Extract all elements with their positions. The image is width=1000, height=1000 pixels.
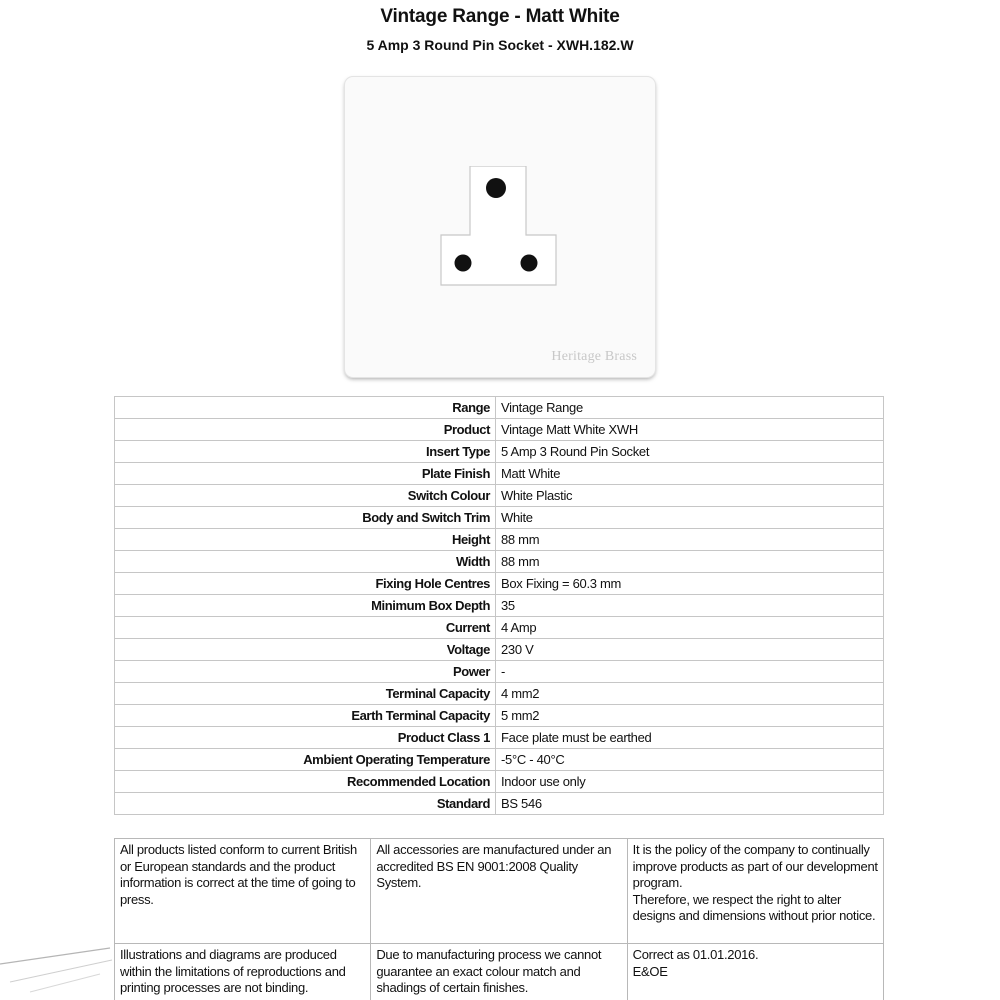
note-policy-line2: Therefore, we respect the right to alter designs and dimensions without prior notice. [632, 891, 876, 923]
spec-row [115, 507, 884, 529]
spec-value: Matt White [496, 463, 884, 485]
note-correct-as: Correct as 01.01.2016. [632, 947, 759, 962]
spec-value: 4 Amp [496, 617, 884, 639]
note-eoe: E&OE [632, 963, 668, 979]
spec-row [115, 485, 884, 507]
spec-row [115, 595, 884, 617]
spec-label: Product Class 1 [115, 727, 496, 749]
spec-label: Minimum Box Depth [115, 595, 496, 617]
specification-table [114, 396, 884, 815]
spec-row [115, 727, 884, 749]
spec-row [115, 705, 884, 727]
note-standards: All products listed conform to current British or European standards and the product information is correct at the time of going to press. [115, 839, 371, 944]
spec-row [115, 551, 884, 573]
spec-row [115, 771, 884, 793]
spec-value: White [496, 507, 884, 529]
spec-value: 5 mm2 [496, 705, 884, 727]
live-pin-hole [455, 255, 472, 272]
spec-row [115, 419, 884, 441]
spec-value: 5 Amp 3 Round Pin Socket [496, 441, 884, 463]
spec-value: Vintage Range [496, 397, 884, 419]
spec-row [115, 573, 884, 595]
spec-value: Box Fixing = 60.3 mm [496, 573, 884, 595]
spec-row [115, 749, 884, 771]
note-correct [627, 944, 883, 1000]
spec-label: Range [115, 397, 496, 419]
spec-value: 88 mm [496, 551, 884, 573]
spec-value: Indoor use only [496, 771, 884, 793]
spec-label: Plate Finish [115, 463, 496, 485]
spec-label: Width [115, 551, 496, 573]
spec-row [115, 793, 884, 815]
spec-row [115, 661, 884, 683]
spec-row [115, 639, 884, 661]
note-colour: Due to manufacturing process we cannot guarantee an exact colour match and shadings of certain finishes. [371, 944, 627, 1000]
note-policy-line1: It is the policy of the company to continually improve products as part of our development program. [632, 842, 878, 890]
page-subtitle: 5 Amp 3 Round Pin Socket - XWH.182.W [366, 37, 634, 53]
spec-row [115, 617, 884, 639]
spec-row [115, 463, 884, 485]
spec-label: Terminal Capacity [115, 683, 496, 705]
spec-label: Height [115, 529, 496, 551]
spec-value: 4 mm2 [496, 683, 884, 705]
spec-value: -5°C - 40°C [496, 749, 884, 771]
spec-label: Insert Type [115, 441, 496, 463]
spec-value: 35 [496, 595, 884, 617]
spec-value: White Plastic [496, 485, 884, 507]
spec-row [115, 441, 884, 463]
spec-label: Ambient Operating Temperature [115, 749, 496, 771]
spec-label: Power [115, 661, 496, 683]
page-title: Vintage Range - Matt White [380, 6, 620, 27]
note-policy [627, 839, 883, 944]
spec-label: Standard [115, 793, 496, 815]
spec-label: Current [115, 617, 496, 639]
spec-label: Fixing Hole Centres [115, 573, 496, 595]
spec-row [115, 529, 884, 551]
notes-table [114, 838, 884, 1000]
spec-value: - [496, 661, 884, 683]
spec-row [115, 683, 884, 705]
spec-row [115, 397, 884, 419]
spec-label: Switch Colour [115, 485, 496, 507]
spec-label: Body and Switch Trim [115, 507, 496, 529]
spec-value: 88 mm [496, 529, 884, 551]
note-accessories: All accessories are manufactured under an accredited BS EN 9001:2008 Quality System. [371, 839, 627, 944]
spec-value: Vintage Matt White XWH [496, 419, 884, 441]
spec-value: BS 546 [496, 793, 884, 815]
spec-value: Face plate must be earthed [496, 727, 884, 749]
spec-value: 230 V [496, 639, 884, 661]
earth-pin-hole [486, 178, 506, 198]
neutral-pin-hole [521, 255, 538, 272]
brand-mark: Heritage Brass [551, 349, 637, 364]
spec-label: Voltage [115, 639, 496, 661]
spec-label: Recommended Location [115, 771, 496, 793]
socket-insert-icon [440, 166, 560, 286]
spec-label: Product [115, 419, 496, 441]
spec-label: Earth Terminal Capacity [115, 705, 496, 727]
note-illustrations: Illustrations and diagrams are produced within the limitations of reproductions and printing processes are not binding. [115, 944, 371, 1000]
scan-scratch-decoration [0, 930, 120, 1000]
